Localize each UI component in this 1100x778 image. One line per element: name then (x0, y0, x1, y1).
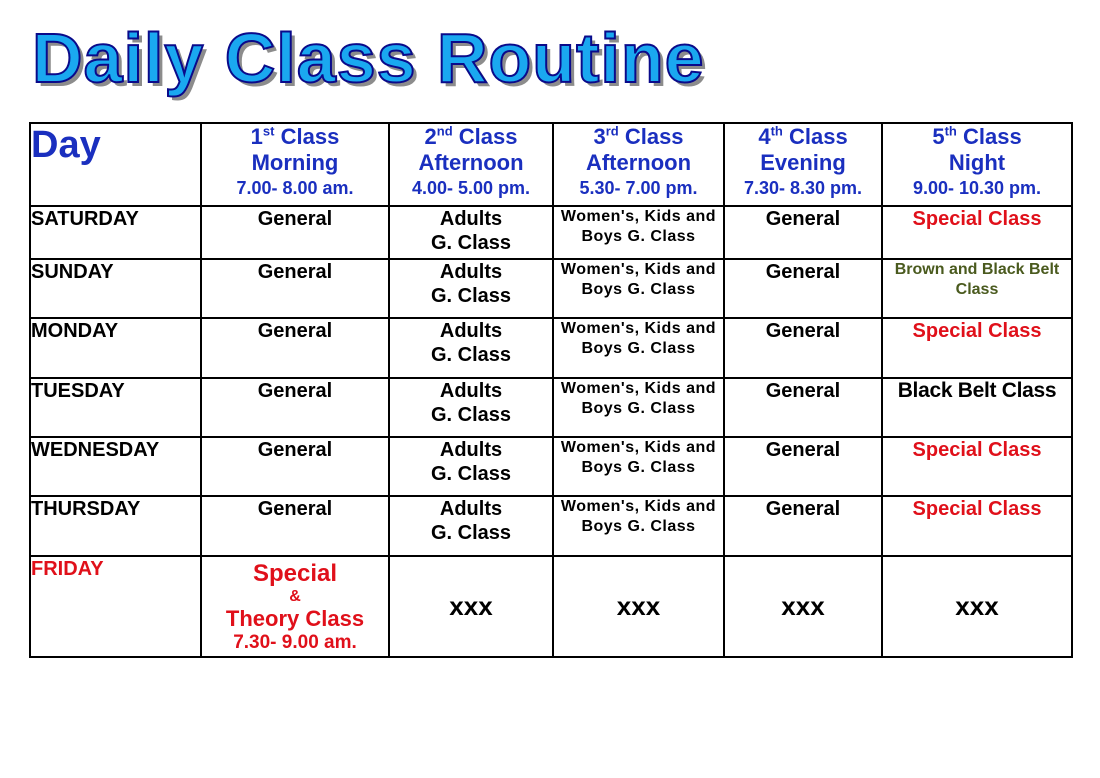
class-3-cell: Women's, Kids and Boys G. Class (553, 496, 724, 556)
table-row (30, 259, 1072, 318)
class-header-5: 5th Class Night 9.00- 10.30 pm. (882, 123, 1072, 206)
class-3-cell: Women's, Kids and Boys G. Class (553, 206, 724, 259)
class-1-cell: General (201, 437, 389, 496)
day-cell: SATURDAY (30, 206, 201, 259)
class-3-cell: Women's, Kids and Boys G. Class (553, 437, 724, 496)
table-header-row (30, 123, 1072, 206)
class-4-cell: General (724, 206, 882, 259)
class-4-cell: General (724, 437, 882, 496)
friday-class-2-cell: xxx (389, 556, 553, 657)
table-row (30, 206, 1072, 259)
day-cell: FRIDAY (30, 556, 201, 657)
class-header-1: 1st Class Morning 7.00- 8.00 am. (201, 123, 389, 206)
table-row (30, 437, 1072, 496)
class-1-cell: General (201, 496, 389, 556)
page-title: Daily Class Routine (32, 19, 705, 97)
day-cell: TUESDAY (30, 378, 201, 437)
friday-class-3-cell: xxx (553, 556, 724, 657)
class-header-2: 2nd Class Afternoon 4.00- 5.00 pm. (389, 123, 553, 206)
class-5-cell: Special Class (882, 437, 1072, 496)
day-column-header: Day (30, 123, 201, 206)
friday-class-1-cell: Special & Theory Class 7.30- 9.00 am. (201, 556, 389, 657)
class-5-cell: Special Class (882, 496, 1072, 556)
table-row (30, 496, 1072, 556)
class-2-cell: Adults G. Class (389, 378, 553, 437)
day-cell: SUNDAY (30, 259, 201, 318)
class-2-cell: Adults G. Class (389, 259, 553, 318)
table-row (30, 318, 1072, 378)
class-1-cell: General (201, 206, 389, 259)
class-5-cell: Special Class (882, 318, 1072, 378)
friday-class-4-cell: xxx (724, 556, 882, 657)
class-1-cell: General (201, 318, 389, 378)
class-1-cell: General (201, 378, 389, 437)
class-3-cell: Women's, Kids and Boys G. Class (553, 378, 724, 437)
day-cell: WEDNESDAY (30, 437, 201, 496)
day-cell: THURSDAY (30, 496, 201, 556)
class-2-cell: Adults G. Class (389, 206, 553, 259)
class-header-4: 4th Class Evening 7.30- 8.30 pm. (724, 123, 882, 206)
table-row-friday (30, 556, 1072, 657)
class-3-cell: Women's, Kids and Boys G. Class (553, 318, 724, 378)
friday-class-5-cell: xxx (882, 556, 1072, 657)
class-1-cell: General (201, 259, 389, 318)
day-cell: MONDAY (30, 318, 201, 378)
class-5-cell: Special Class (882, 206, 1072, 259)
class-5-cell: Black Belt Class (882, 378, 1072, 437)
class-4-cell: General (724, 318, 882, 378)
class-2-cell: Adults G. Class (389, 437, 553, 496)
class-2-cell: Adults G. Class (389, 318, 553, 378)
class-header-3: 3rd Class Afternoon 5.30- 7.00 pm. (553, 123, 724, 206)
class-4-cell: General (724, 378, 882, 437)
table-row (30, 378, 1072, 437)
class-3-cell: Women's, Kids and Boys G. Class (553, 259, 724, 318)
routine-table (29, 122, 1073, 658)
class-5-cell: Brown and Black Belt Class (882, 259, 1072, 318)
class-2-cell: Adults G. Class (389, 496, 553, 556)
class-4-cell: General (724, 496, 882, 556)
class-4-cell: General (724, 259, 882, 318)
